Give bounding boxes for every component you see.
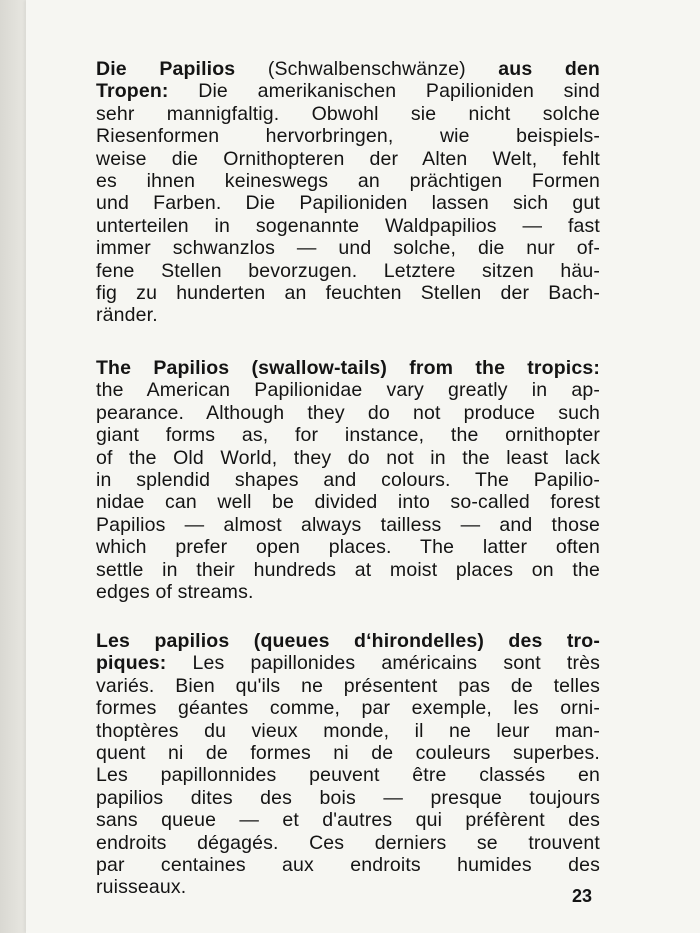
- body-text: edges of streams.: [96, 580, 254, 603]
- text-line: [96, 80, 600, 102]
- text-line: [96, 148, 600, 170]
- body-text: in splendid shapes and colours. The Papilio-: [96, 468, 600, 491]
- body-text: fene Stellen bevorzugen. Letztere sitzen häu-: [96, 259, 600, 282]
- text-line: [96, 170, 600, 192]
- body-text: formes géantes comme, par exemple, les orni-: [96, 697, 600, 720]
- text-line: [96, 125, 600, 147]
- text-line: [96, 491, 600, 513]
- text-line: [96, 424, 600, 446]
- text-line: [96, 357, 600, 379]
- body-text: Riesenformen hervorbringen, wie beispiels-: [96, 125, 600, 148]
- body-text: Les papillonides américains sont très: [166, 652, 600, 675]
- text-line: [96, 469, 600, 491]
- text-line: [96, 379, 600, 401]
- body-text: es ihnen keineswegs an prächtigen Formen: [96, 169, 600, 192]
- text-line: [96, 402, 600, 424]
- body-text: Les papillonnides peuvent être classés en: [96, 764, 600, 787]
- body-text: the American Papilionidae vary greatly in ap-: [96, 379, 600, 402]
- bold-heading-text: The Papilios (swallow-tails) from the tropics:: [96, 357, 600, 379]
- body-text: which prefer open places. The latter often: [96, 536, 600, 559]
- body-text: weise die Ornithopteren der Alten Welt, fehlt: [96, 147, 600, 170]
- body-text: immer schwanzlos — und solche, die nur of-: [96, 237, 600, 260]
- text-line: [96, 630, 600, 652]
- body-text: papilios dites des bois — presque toujours: [96, 786, 600, 809]
- text-line: [96, 832, 600, 854]
- text-line: [96, 697, 600, 719]
- text-line: [96, 304, 600, 326]
- text-line: [96, 237, 600, 259]
- text-line: [96, 260, 600, 282]
- bold-heading-text: Les papilios (queues d‘hirondelles) des tro-: [96, 630, 600, 652]
- body-text: sehr mannigfaltig. Obwohl sie nicht solche: [96, 102, 600, 125]
- body-text: giant forms as, for instance, the ornithopter: [96, 424, 600, 447]
- body-text: fig zu hunderten an feuchten Stellen der Bach-: [96, 281, 600, 304]
- body-text: of the Old World, they do not in the least lack: [96, 446, 600, 469]
- body-text: Die amerikanischen Papilioniden sind: [168, 80, 600, 103]
- text-line: [96, 514, 600, 536]
- page-edge: [0, 0, 26, 933]
- page-number: 23: [571, 886, 592, 906]
- german-paragraph: [96, 58, 600, 327]
- english-paragraph: [96, 357, 600, 603]
- body-text: thoptères du vieux monde, il ne leur man-: [96, 719, 600, 742]
- body-text: ruisseaux.: [96, 876, 187, 899]
- text-line: [96, 854, 600, 876]
- text-line: [96, 581, 600, 603]
- body-text: pearance. Although they do not produce such: [96, 401, 600, 424]
- bold-heading-text: Die Papilios: [96, 58, 236, 80]
- text-line: [96, 559, 600, 581]
- body-text: variés. Bien qu'ils ne présentent pas de telles: [96, 674, 600, 697]
- text-line: [96, 282, 600, 304]
- text-line: [96, 809, 600, 831]
- text-line: [96, 675, 600, 697]
- text-line: [96, 787, 600, 809]
- body-text: ränder.: [96, 304, 158, 327]
- body-text: unterteilen in sogenannte Waldpapilios — fast: [96, 214, 600, 237]
- text-line: [96, 720, 600, 742]
- bold-heading-text: piques:: [96, 652, 167, 675]
- body-text: und Farben. Die Papilioniden lassen sich gut: [96, 192, 600, 215]
- bold-heading-text: aus den: [498, 58, 600, 80]
- body-text: quent ni de formes ni de couleurs superbes.: [96, 741, 600, 764]
- text-line: [96, 192, 600, 214]
- french-paragraph: [96, 630, 600, 899]
- body-text: settle in their hundreds at moist places on the: [96, 558, 600, 581]
- body-text: Papilios — almost always tailless — and those: [96, 513, 600, 536]
- body-text: (Schwalbenschwänze): [235, 58, 499, 80]
- body-text: sans queue — et d'autres qui préfèrent des: [96, 809, 600, 832]
- body-text: par centaines aux endroits humides des: [96, 853, 600, 876]
- text-line: [96, 215, 600, 237]
- body-text: nidae can well be divided into so-called forest: [96, 491, 600, 514]
- text-line: [96, 742, 600, 764]
- bold-heading-text: Tropen:: [96, 80, 169, 103]
- body-text: endroits dégagés. Ces derniers se trouvent: [96, 831, 600, 854]
- text-line: [96, 876, 600, 898]
- text-line: [96, 58, 600, 80]
- text-line: [96, 764, 600, 786]
- text-line: [96, 103, 600, 125]
- text-line: [96, 447, 600, 469]
- text-line: [96, 536, 600, 558]
- text-line: [96, 652, 600, 674]
